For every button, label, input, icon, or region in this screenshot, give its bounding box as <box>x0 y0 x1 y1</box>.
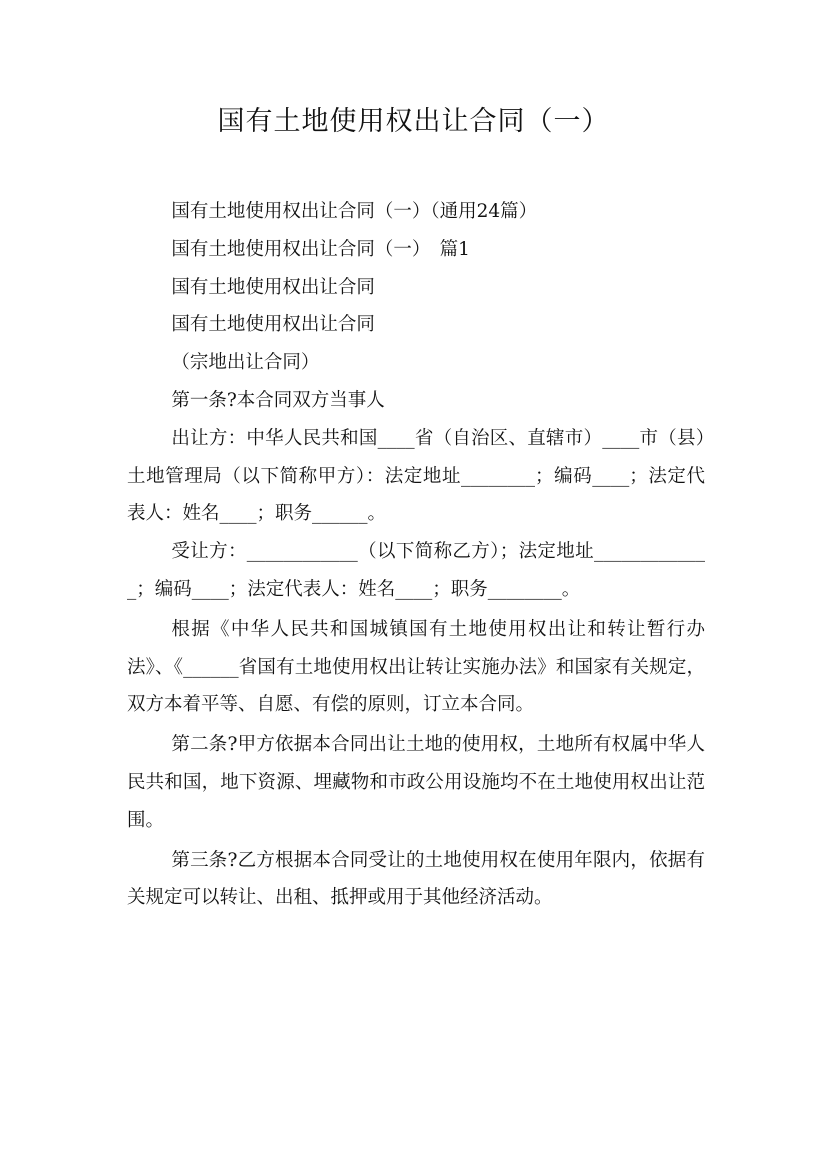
document-body <box>127 193 705 917</box>
paragraph-contract-name-repeat: 国有土地使用权出让合同 <box>171 314 375 336</box>
paragraph-heading-collection: 国有土地使用权出让合同（一）（通用24篇） <box>171 201 538 222</box>
paragraph-article-3: 第三条?乙方根据本合同受让的土地使用权在使用年限内，依据有关规定可以转让、出租、抵押或用于其他经济活动。 <box>127 849 705 909</box>
paragraph-transferee: 受让方：____________（以下简称乙方）；法定地址_____________；编码____；法定代表人：姓名____；职务________。 <box>127 541 705 600</box>
paragraph-article-1-heading: 第一条?本合同双方当事人 <box>171 389 385 411</box>
paragraph-article-2: 第二条?甲方依据本合同出让土地的使用权，土地所有权属中华人民共和国，地下资源、埋藏物和市政公用设施均不在土地使用权出让范围。 <box>127 734 705 831</box>
paragraph-contract-name: 国有土地使用权出让合同 <box>171 276 375 298</box>
paragraph-contract-subtitle: （宗地出让合同） <box>171 352 320 374</box>
document-title: 国有土地使用权出让合同（一） <box>217 106 610 137</box>
paragraph-transferor: 出让方：中华人民共和国____省（自治区、直辖市）____市（县）土地管理局（以下简称甲方）：法定地址________；编码____；法定代表人：姓名____；职务______。 <box>127 427 705 525</box>
paragraph-heading-part: 国有土地使用权出让合同（一） 篇1 <box>171 238 470 260</box>
paragraph-legal-basis: 根据《中华人民共和国城镇国有土地使用权出让和转让暂行办法》、《______省国有土地使用权出让转让实施办法》和国家有关规定，双方本着平等、自愿、有偿的原则，订立本合同。 <box>127 618 705 716</box>
